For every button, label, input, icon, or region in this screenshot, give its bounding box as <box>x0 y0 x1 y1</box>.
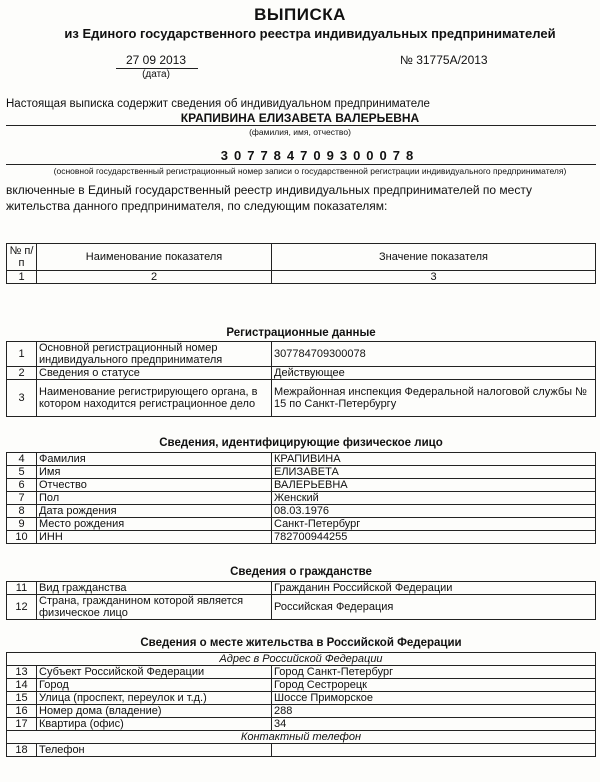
index-cell: 3 <box>272 271 596 284</box>
table-row <box>7 505 596 518</box>
table-row <box>7 342 596 367</box>
table-row <box>7 595 596 620</box>
name-underline <box>6 125 596 126</box>
row-value: 782700944255 <box>272 531 596 544</box>
date-caption: (дата) <box>142 69 170 80</box>
row-label: ИНН <box>37 531 272 544</box>
col-number-header: № п/п <box>7 244 37 271</box>
document-number: № 31775А/2013 <box>400 53 488 67</box>
row-number: 4 <box>7 453 37 466</box>
table-row <box>7 718 596 731</box>
row-number: 10 <box>7 531 37 544</box>
row-number: 1 <box>7 342 37 367</box>
table-row <box>7 367 596 380</box>
section-title-residence: Сведения о месте жительства в Российской Федерации <box>140 637 462 649</box>
row-label: Телефон <box>37 744 272 757</box>
row-value: ВАЛЕРЬЕВНА <box>272 479 596 492</box>
row-number: 17 <box>7 718 37 731</box>
ogrnip-number: 307784709300078 <box>220 148 420 163</box>
row-label: Город <box>37 679 272 692</box>
table-index-row <box>7 271 596 284</box>
row-number: 7 <box>7 492 37 505</box>
row-label: Имя <box>37 466 272 479</box>
table-row <box>7 666 596 679</box>
row-label: Субъект Российской Федерации <box>37 666 272 679</box>
table-row <box>7 744 596 757</box>
intro-paragraph: включенные в Единый государственный реестр индивидуальных предпринимателей по месту жительства данного предпринимателя, по следующим показателям: <box>6 183 532 213</box>
row-value: 288 <box>272 705 596 718</box>
table-row <box>7 518 596 531</box>
document-title: ВЫПИСКА <box>254 5 346 24</box>
row-value: Санкт-Петербург <box>272 518 596 531</box>
citizenship-table <box>6 581 596 620</box>
row-number: 13 <box>7 666 37 679</box>
row-value: 307784709300078 <box>272 342 596 367</box>
section-title-registration: Регистрационные данные <box>226 327 376 339</box>
row-label: Место рождения <box>37 518 272 531</box>
address-subheading: Адрес в Российской Федерации <box>7 653 596 666</box>
row-number: 11 <box>7 582 37 595</box>
document-subtitle: из Единого государственного реестра индивидуальных предпринимателей <box>64 26 556 41</box>
residence-table <box>6 652 596 757</box>
row-label: Вид гражданства <box>37 582 272 595</box>
row-value: Город Сестрорецк <box>272 679 596 692</box>
index-cell: 1 <box>7 271 37 284</box>
issue-date: 27 09 2013 <box>125 53 187 67</box>
registration-table <box>6 341 596 417</box>
row-label: Страна, гражданином которой является физическое лицо <box>37 595 272 620</box>
index-cell: 2 <box>37 271 272 284</box>
table-row <box>7 679 596 692</box>
row-value: Шоссе Приморское <box>272 692 596 705</box>
row-value: КРАПИВИНА <box>272 453 596 466</box>
row-label: Наименование регистрирующего органа, в котором находится регистрационное дело <box>37 380 272 417</box>
table-row <box>7 453 596 466</box>
identity-table <box>6 452 596 544</box>
phone-subheading-row <box>7 731 596 744</box>
table-row <box>7 466 596 479</box>
row-number: 12 <box>7 595 37 620</box>
row-number: 2 <box>7 367 37 380</box>
row-value: Действующее <box>272 367 596 380</box>
row-label: Отчество <box>37 479 272 492</box>
section-title-citizenship: Сведения о гражданстве <box>230 566 372 578</box>
row-value: Гражданин Российской Федерации <box>272 582 596 595</box>
row-number: 8 <box>7 505 37 518</box>
table-row <box>7 380 596 417</box>
address-subheading-row <box>7 653 596 666</box>
row-number: 6 <box>7 479 37 492</box>
table-row <box>7 705 596 718</box>
row-value: ЕЛИЗАВЕТА <box>272 466 596 479</box>
table-row <box>7 531 596 544</box>
row-label: Пол <box>37 492 272 505</box>
row-label: Основной регистрационный номер индивидуального предпринимателя <box>37 342 272 367</box>
row-label: Квартира (офис) <box>37 718 272 731</box>
phone-subheading: Контактный телефон <box>7 731 596 744</box>
row-label: Номер дома (владение) <box>37 705 272 718</box>
full-name-caption: (фамилия, имя, отчество) <box>249 127 351 137</box>
ogrnip-caption: (основной государственный регистрационный номер записи о государственной регистрации индивидуального предпринимателя) <box>53 166 567 176</box>
row-value: Межрайонная инспекция Федеральной налоговой службы № 15 по Санкт-Петербургу <box>272 380 596 417</box>
section-title-identity: Сведения, идентифицирующие физическое лицо <box>159 437 443 449</box>
table-row <box>7 492 596 505</box>
row-value <box>272 744 596 757</box>
row-label: Фамилия <box>37 453 272 466</box>
row-number: 9 <box>7 518 37 531</box>
row-number: 15 <box>7 692 37 705</box>
table-row <box>7 692 596 705</box>
row-value: 34 <box>272 718 596 731</box>
entrepreneur-full-name: КРАПИВИНА ЕЛИЗАВЕТА ВАЛЕРЬЕВНА <box>180 111 420 125</box>
row-number: 5 <box>7 466 37 479</box>
indicators-header-table <box>6 243 596 284</box>
ogrnip-underline <box>6 164 596 165</box>
row-value: Женский <box>272 492 596 505</box>
row-value: Город Санкт-Петербург <box>272 666 596 679</box>
row-number: 3 <box>7 380 37 417</box>
col-name-header: Наименование показателя <box>37 244 272 271</box>
row-number: 18 <box>7 744 37 757</box>
table-header-row <box>7 244 596 271</box>
row-number: 14 <box>7 679 37 692</box>
col-value-header: Значение показателя <box>272 244 596 271</box>
table-row <box>7 479 596 492</box>
row-label: Дата рождения <box>37 505 272 518</box>
intro-text: Настоящая выписка содержит сведения об индивидуальном предпринимателе <box>6 98 430 110</box>
row-value: Российская Федерация <box>272 595 596 620</box>
row-value: 08.03.1976 <box>272 505 596 518</box>
row-label: Сведения о статусе <box>37 367 272 380</box>
table-row <box>7 582 596 595</box>
row-label: Улица (проспект, переулок и т.д.) <box>37 692 272 705</box>
row-number: 16 <box>7 705 37 718</box>
